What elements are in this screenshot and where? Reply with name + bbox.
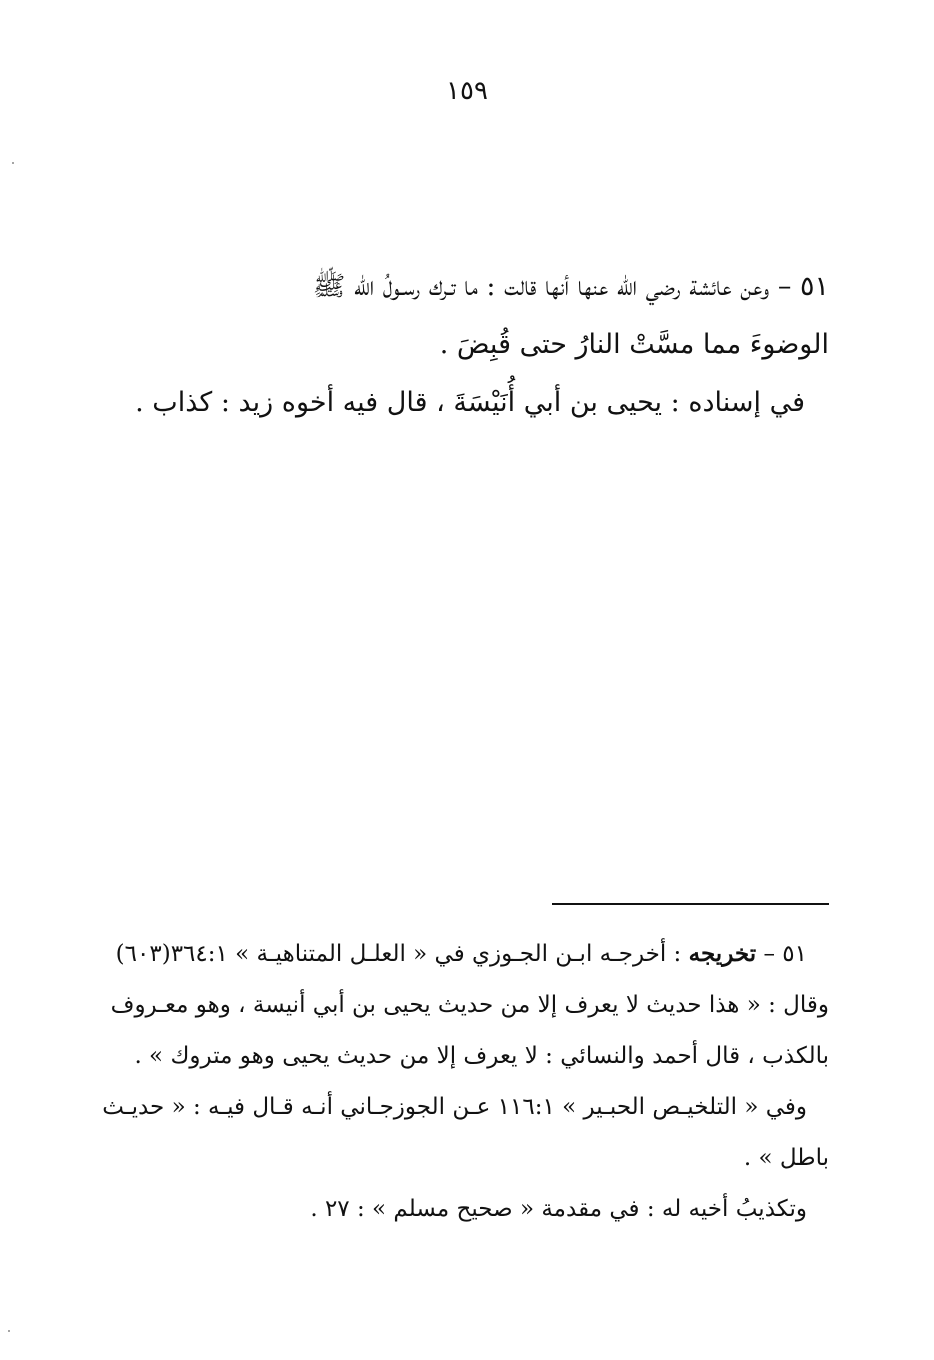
- footnote-line-3: بالكذب ، قال أحمد والنسائي : لا يعرف إلا من حديث يحيى وهو متروك » .: [134, 1043, 829, 1069]
- footnote-separator: [552, 903, 829, 905]
- footnote-line-1: [114, 928, 829, 980]
- hadith-line-1: ٥١ – وعن عائشة رضي الله عنها أنها قالت : ما تـرك رسـولُ الله ﷺ: [312, 271, 829, 302]
- footnote-line-2: وقال : « هذا حديث لا يعرف إلا من حديث يحيى بن أبي أنيسة ، وهو معـروف: [110, 992, 829, 1018]
- scan-speck: [12, 162, 14, 164]
- hadith-line-2: الوضوءَ مما مسَّتْ النارُ حتى قُبِضَ .: [439, 329, 829, 360]
- footnotes: [102, 928, 829, 1235]
- page-number: ١٥٩: [446, 76, 488, 106]
- footnote-line-4: وفي « التلخيـص الحبـير » ١١٦:١ عـن الجوزجـاني أنـه قـال فيـه : « حديـث: [102, 1094, 807, 1120]
- hadith-text: [94, 258, 829, 432]
- scan-speck: [8, 1330, 10, 1332]
- footnote-label: تخريجه: [688, 940, 757, 967]
- footnote-line-1-rest: : أخرجـه ابـن الجـوزي في « العلـل المتناهيـة » ٣٦٤:١(٦٠٣): [115, 941, 689, 967]
- footnote-line-6: وتكذيبُ أخيه له : في مقدمة « صحيح مسلم » : ٢٧ .: [310, 1196, 807, 1222]
- footnote-number: ٥١ –: [756, 941, 807, 967]
- hadith-isnad-line: في إسناده : يحيى بن أبي أُنَيْسَةَ ، قال فيه أخوه زيد : كذاب .: [135, 387, 805, 418]
- footnote-line-5: باطل » .: [743, 1145, 829, 1171]
